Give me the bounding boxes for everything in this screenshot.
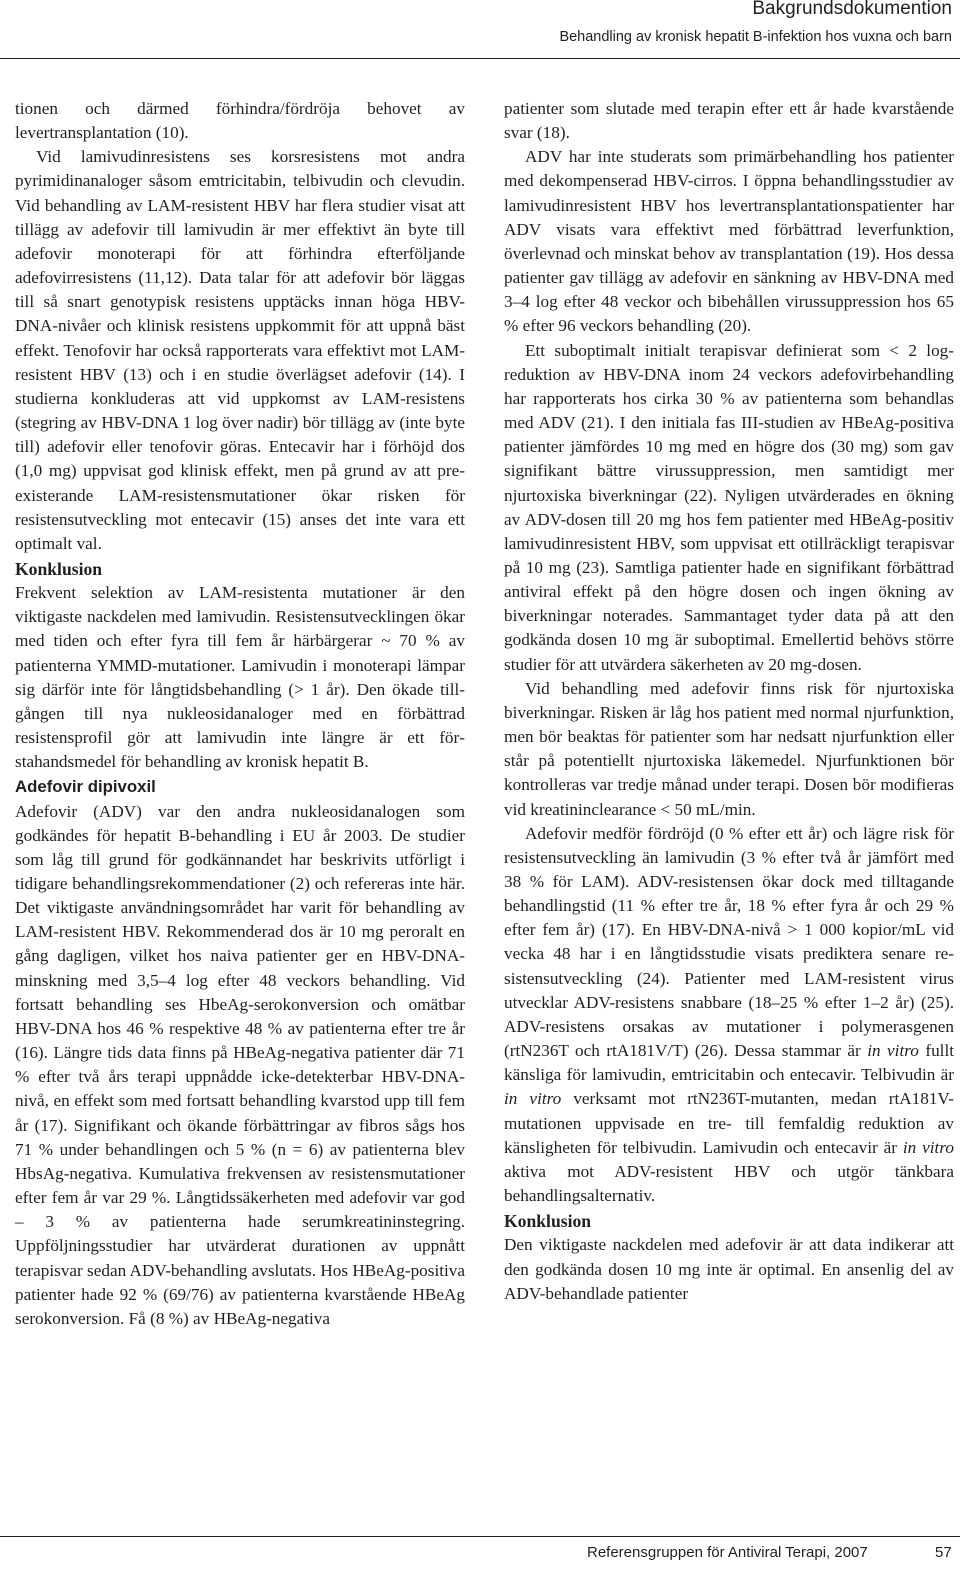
text-run: aktiva mot ADV-resistent HBV och utgör tänkbara behandlingsalternativ. [504,1161,954,1206]
left-column [15,97,465,1331]
paragraph: Den viktigaste nackdelen med adefovir är att data indikerar att den godkända dosen 10 mg inte är optimal. En ansenlig del av ADV-behandlade patienter [504,1235,954,1303]
right-column [504,97,954,1306]
paragraph: ADV har inte studerats som primärbehandling hos patienter med dekompenserad HBV-cirros. I öppna behandlingsstudier av lamivudinresistent HBV hos levertransplantationspatienter har ADV visats vara effektivt med förbättrad leverfunktion, överlevnad och minskat behov av transplantation (19). Hos dessa patienter gav tillägg av adefovir en sänkning av HBV-DNA med 3–4 log efter 48 veckor och bibehållen virussuppression hos 65 % efter 96 veckors behandling (20). [504,147,954,336]
paragraph: patienter som slutade med terapin efter ett år hade kvarstående svar (18). [504,99,954,143]
page-number: 57 [935,1544,952,1561]
footer-rule [0,1536,960,1537]
paragraph: Vid behandling med adefovir finns risk för njurtoxiska biverkningar. Risken är låg hos patient med normal njurfunktion, men bör beaktas för patienter som har nedsatt njurfunktion eller står på potentiellt njurtoxiska läkemedel. Njurfunktionen bör kontrolleras var tredje månad under terapi. Dosen bör modifieras vid kreatininclearance < 50 mL/min. [504,678,954,819]
section-heading-adefovir: Adefovir dipivoxil [15,777,156,797]
paragraph: Frekvent selektion av LAM-resistenta mutationer är den viktigaste nackdelen med lamivudin. Resistensutvecklingen ökar med tiden och efter fyra till fem år härbärgerar ~ 70 % av patienterna YMMD-mutationer. Lamivudin i monoterapi lämpar sig därför inte för långtidsbehandling (> 1 år). Den ökade tillgången till nya nukleosidanaloger med en förbättrad resistensprofil gör att lamivudin inte längre är ett förstahandsmedel för behandling av kronisk hepatit B. [15,583,465,772]
text-run: Adefovir medför fördröjd (0 % efter ett år) och lägre risk för resistensutveckling än lamivudin (3 % efter två år jämfört med 38 % för LAM). ADV-resistensen ökar dock med tilltagande behandlingstid (11 % efter tre år, 18 % efter fyra år och 29 % efter fem år) (17). En HBV-DNA-nivå > 1 000 kopior/mL vid vecka 48 har i en långtidsstudie visats prediktera senare resistensutveckling (24). Patienter med LAM-resistent virus utvecklar ADV-resistens snabbare (18–25 % efter 1–2 år) (25). ADV-resistens orsakas av mutationer i polymerasgenen (rtN236T och rtA181V/T) (26). Dessa stammar är [504,823,954,1061]
italic-term: in vitro [902,1137,954,1157]
footer-publisher: Referensgruppen för Antiviral Terapi, 2007 [587,1544,868,1561]
paragraph: Adefovir (ADV) var den andra nukleosidanalogen som godkändes för hepatit B-behandling i EU år 2003. De studier som låg till grund för godkännandet har beskrivits utförligt i tidigare behandlingsrekommendationer (2) och refereras inte här. Det viktigaste användningsområdet har varit för behandling av LAM-resistent HBV. Rekommenderad dos är 10 mg peroralt en gång dagligen, vilket hos naiva patienter ger en HBV-DNA-minskning med 3,5–4 log efter 48 veckors behandling. Vid fortsatt behandling ses HbeAg-serokonversion och omätbar HBV-DNA hos 46 % respektive 48 % av patienterna efter tre år (16). Längre tids data finns på HBeAg-negativa patienter där 71 % efter två års terapi uppnådde icke-detekterbar HBV-DNA-nivå, en effekt som med fortsatt behandling kvarstod upp till fem år (17). Signifikant och ökande förbättringar av fibros sågs hos 71 % under behandlingen och 5 % (n = 6) av patienterna blev HbsAg-negativa. Kumulativa frekvensen av resistensmutationer efter fem år var 29 %. Långtidssäkerheten med adefovir var god – 3 % av patienterna hade serumkreatininstegring. Uppföljningsstudier har utvärderat durationen av uppnått terapisvar sedan ADV-behandling avslutats. Hos HBeAg-positiva patienter hade 92 % (69/76) av patienterna kvarstående HBeAg serokonversion. Få (8 %) av HBeAg-negativa [15,801,465,1328]
italic-term: in vitro [867,1041,919,1061]
paragraph: Vid lamivudinresistens ses korsresistens mot andra pyrimidinanaloger såsom emtricitabin, telbivudin och clevudin. Vid behandling av LAM-resistent HBV har flera studier visat att tillägg av adefovir till lamivudin är mer effektivt än byte till adefovir monoterapi för att förhindra efterföljande adefovirresistens (11,12). Data talar för att adefovir bör läggas till så snart genotypisk resistens upptäcks innan höga HBV-DNA-nivåer och klinisk resistens uppkommit för att uppnå bäst effekt. Tenofovir har också rapporterats vara effektivt mot LAM-resistent HBV (13) och i en studie överlägset adefovir (14). I studierna konkluderas att vid uppkomst av LAM-resistens (stegring av HBV-DNA 1 log över nadir) bör tillägg av (inte byte till) adefovir eller tenofovir göras. Entecavir har i förhöjd dos (1,0 mg) uppvisat god klinisk effekt, men på grund av att pre-existerande LAM-resistensmutationer ökar risken för resistensutveckling mot entecavir (15) anses det inte vara ett optimalt val. [15,147,465,553]
section-heading-konklusion: Konklusion [504,1211,592,1232]
document-header-subtitle: Behandling av kronisk hepatit B-infektion hos vuxna och barn [559,29,952,45]
text-run: fullt känsliga för lamivudin, emtricitabin och entecavir. Telbivudin är [504,1041,954,1085]
document-header-title: Bakgrundsdokumention [752,0,952,19]
section-heading-konklusion: Konklusion [15,558,103,579]
header-rule [0,58,960,59]
paragraph-in-vitro [504,822,954,1209]
italic-term: in vitro [504,1089,562,1109]
paragraph: Ett suboptimalt initialt terapisvar definierat som < 2 log-reduktion av HBV-DNA inom 24 veckors adefovirbehandling har rapporterats hos cirka 30 % av patienterna som behandlas med ADV (21). I den initiala fas III-studien av HBeAg-positiva patienter jämfördes 10 mg med en högre dos (30 mg) som gav signifikant bättre virussuppression, men samtidigt mer njurtoxiska biverkningar (22). Nyligen utvärderades en ökning av ADV-dosen till 20 mg hos fem patienter med HBeAg-positiv lamivudinresistent HBV, som uppvisat ett otillräckligt terapisvar på 10 mg (23). Samtliga patienter hade en signifikant förbättrad antiviral effekt på den högre dosen och ingen ökning av biverkningar noterades. Sammantaget tyder data på att den godkända dosen 10 mg är suboptimal. Emellertid behövs större studier för att utvärdera säkerheten av 20 mg-dosen. [504,340,954,674]
paragraph: tionen och därmed förhindra/fördröja behovet av levertransplantation (10). [15,99,465,143]
text-run: verksamt mot rtN236T-mutanten, medan rtA181V-mutationen uppvisade en tre- till femfaldig reduktion av känsligheten för telbivudin. Lamivudin och entecavir är [504,1089,954,1157]
